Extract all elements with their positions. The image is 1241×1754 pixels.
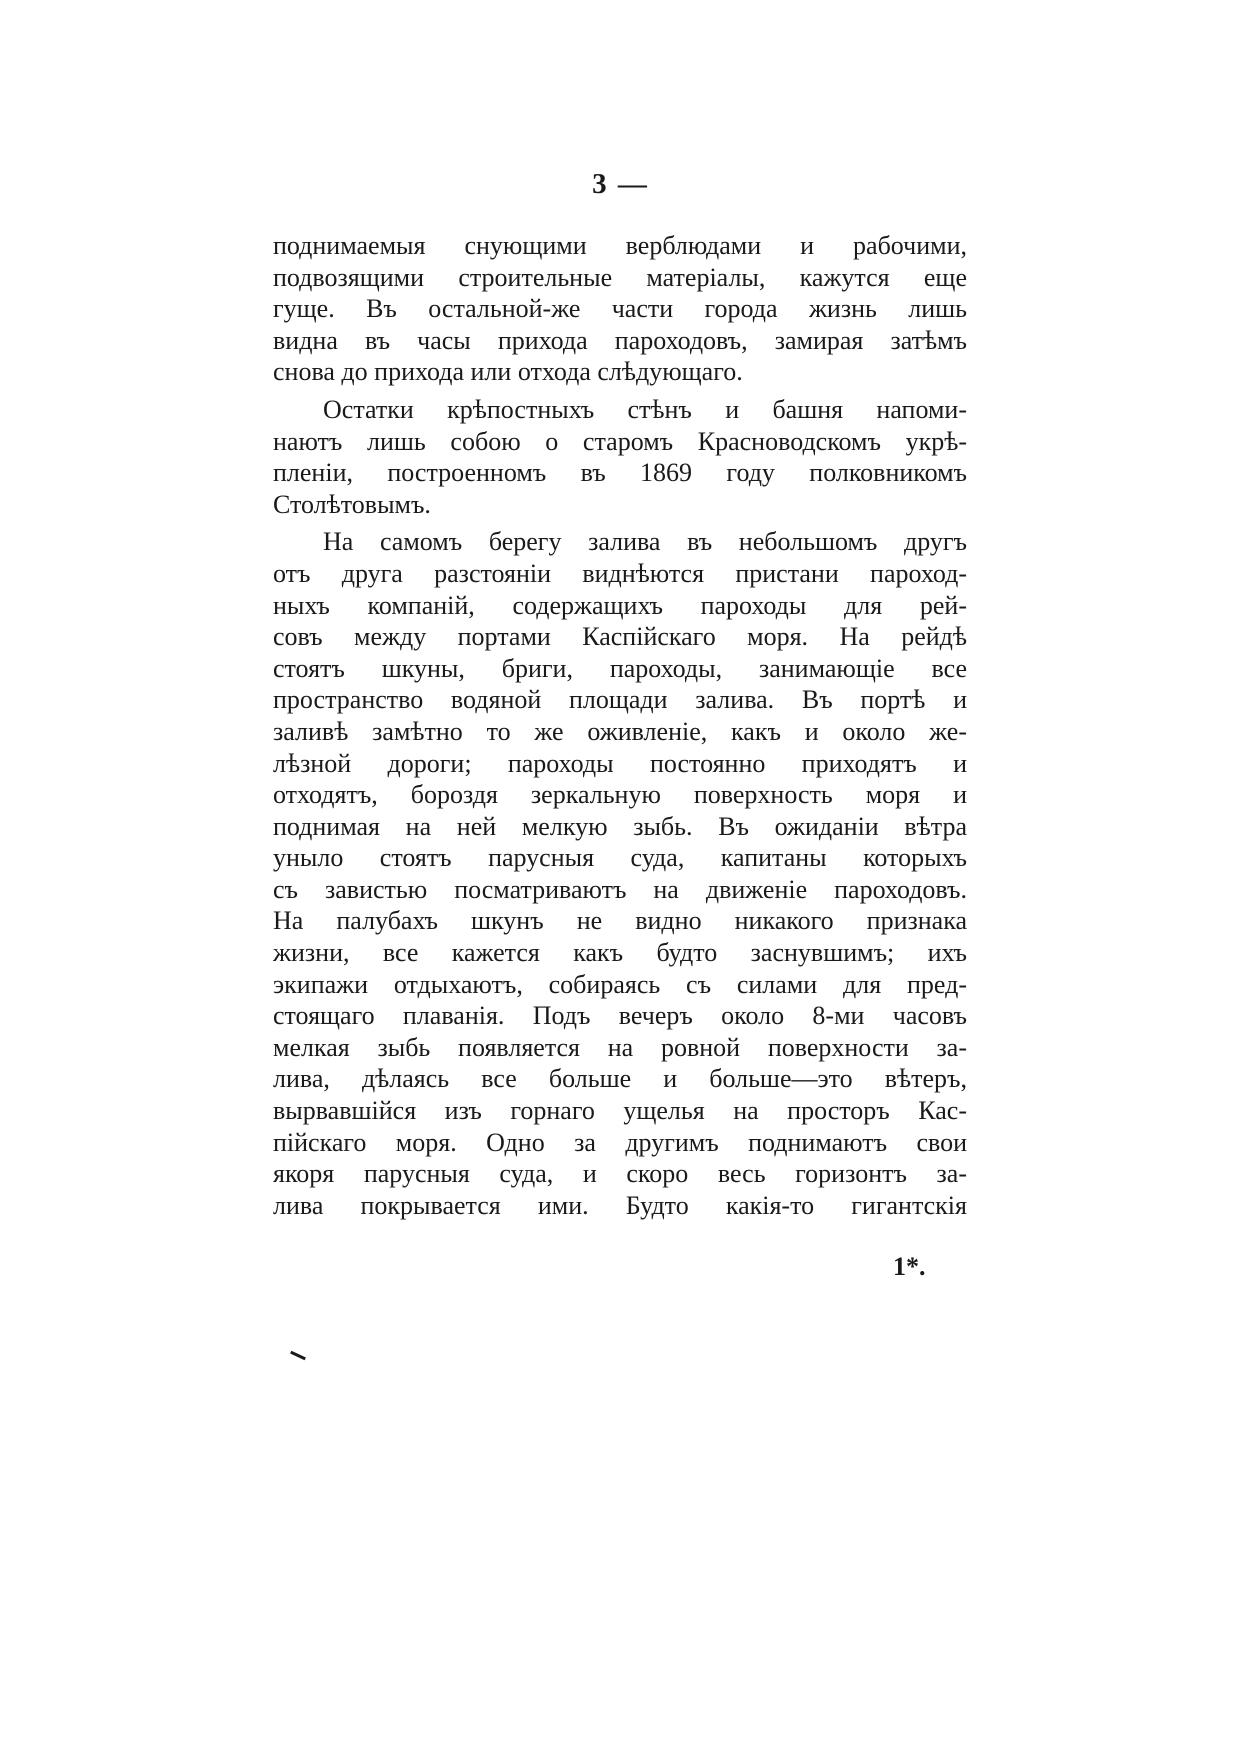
text-line: заливѣ замѣтно то же оживленіе, какъ и около же- xyxy=(273,716,967,746)
signature-mark: 1*. xyxy=(893,1252,926,1281)
text-line: лива, дѣлаясь все больше и больше—это вѣтеръ, xyxy=(273,1064,967,1094)
page-number: 3 — xyxy=(592,168,649,200)
text-line: гуще. Въ остальной-же части города жизнь лишь xyxy=(273,294,967,324)
text-line: экипажи отдыхаютъ, собираясь съ силами для пред- xyxy=(273,969,967,999)
text-line: мелкая зыбь появляется на ровной поверхности за- xyxy=(273,1032,967,1062)
text-line: пійскаго моря. Одно за другимъ поднимаютъ свои xyxy=(273,1127,967,1157)
text-line: якоря парусныя суда, и скоро весь горизонтъ за- xyxy=(273,1159,967,1189)
text-line: Столѣтовымъ. xyxy=(273,489,431,519)
text-line: На самомъ берегу залива въ небольшомъ другъ xyxy=(323,527,967,557)
text-line: стоящаго плаванія. Подъ вечеръ около 8-ми часовъ xyxy=(273,1001,967,1031)
text-line: поднимая на ней мелкую зыбь. Въ ожиданіи вѣтра xyxy=(273,811,967,841)
text-line: пленіи, построенномъ въ 1869 году полковникомъ xyxy=(273,458,967,488)
text-line: жизни, все кажется какъ будто заснувшимъ; ихъ xyxy=(273,938,967,968)
text-line: совъ между портами Каспійскаго моря. На рейдѣ xyxy=(273,622,967,652)
text-line: снова до прихода или отхода слѣдующаго. xyxy=(273,357,743,387)
text-line: уныло стоятъ парусныя суда, капитаны которыхъ xyxy=(273,843,967,873)
text-line: отходятъ, бороздя зеркальную поверхность моря и xyxy=(273,780,967,810)
paragraph-3 xyxy=(273,526,967,1221)
paragraph-1 xyxy=(273,230,967,388)
text-line: наютъ лишь собою о старомъ Красноводскомъ укрѣ- xyxy=(273,426,967,456)
text-line: подвозящими строительные матеріалы, кажутся еще xyxy=(273,262,967,292)
text-line: пространство водяной площади залива. Въ портѣ и xyxy=(273,685,967,715)
text-line: ныхъ компаній, содержащихъ пароходы для рей- xyxy=(273,590,967,620)
text-line: лѣзной дороги; пароходы постоянно приходятъ и xyxy=(273,748,967,778)
text-line: лива покрывается ими. Будто какія-то гигантскія xyxy=(273,1190,967,1220)
text-line: поднимаемыя снующими верблюдами и рабочими, xyxy=(273,231,967,260)
paragraph-2 xyxy=(273,394,967,520)
stray-ink-mark xyxy=(290,1351,306,1360)
text-line: отъ друга разстояніи виднѣются пристани пароход- xyxy=(273,558,967,588)
text-line: видна въ часы прихода пароходовъ, замирая затѣмъ xyxy=(273,325,967,355)
text-line: стоятъ шкуны, бриги, пароходы, занимающіе все xyxy=(273,653,967,683)
text-line: вырвавшійся изъ горнаго ущелья на просторъ Кас- xyxy=(273,1096,967,1126)
text-line: На палубахъ шкунъ не видно никакого признака xyxy=(273,906,967,936)
body-text xyxy=(273,230,967,1227)
text-line: Остатки крѣпостныхъ стѣнъ и башня напоми- xyxy=(323,394,967,424)
text-line: съ завистью посматриваютъ на движеніе пароходовъ. xyxy=(273,874,967,904)
